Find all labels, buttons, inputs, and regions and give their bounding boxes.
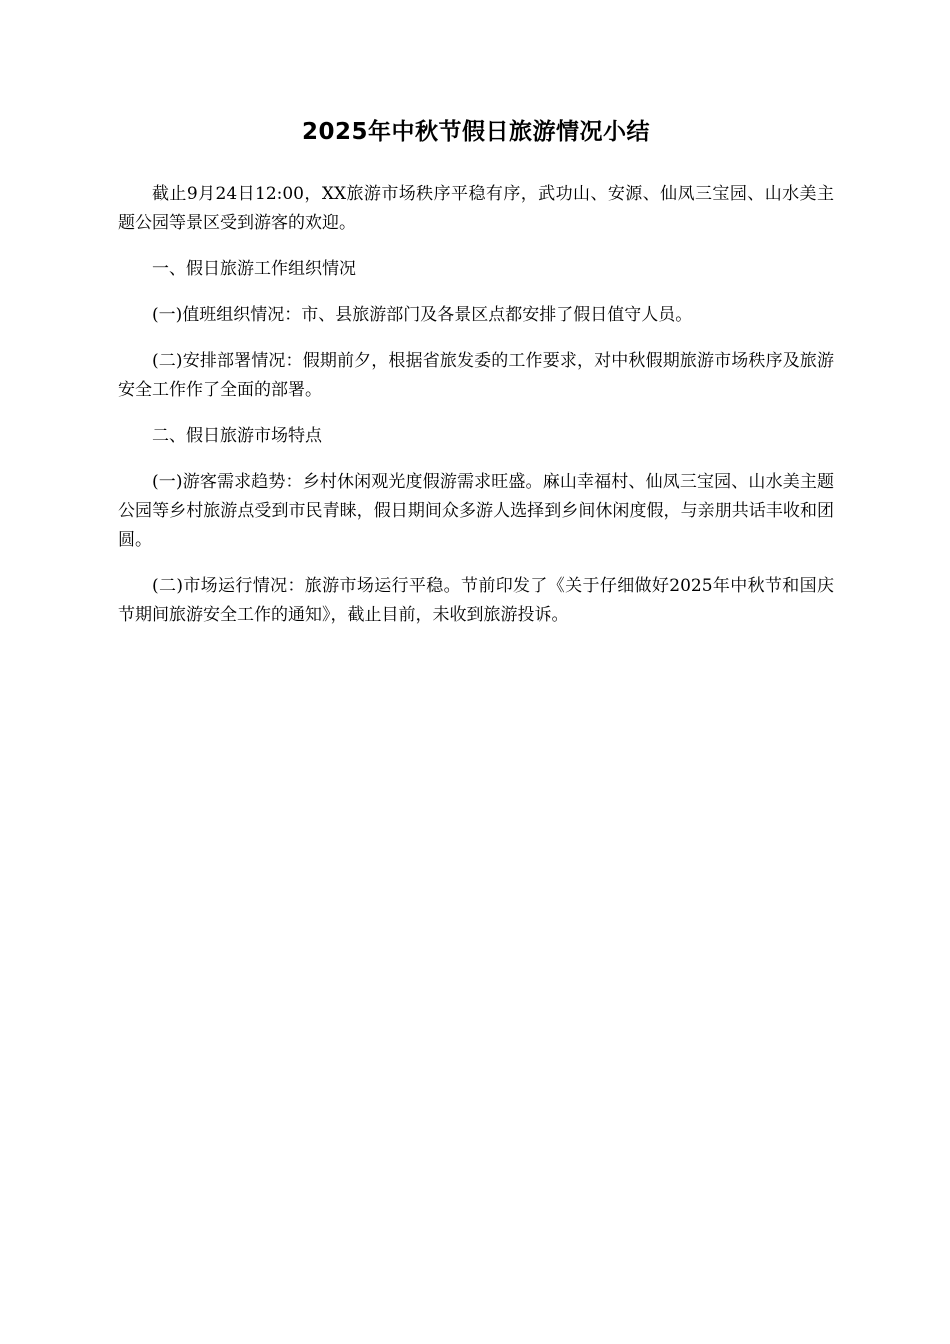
paragraph-deployment: (二)安排部署情况：假期前夕，根据省旅发委的工作要求，对中秋假期旅游市场秩序及旅游安全工作作了全面的部署。 [118, 351, 834, 400]
paragraph-visitor-demand: (一)游客需求趋势：乡村休闲观光度假游需求旺盛。麻山幸福村、仙凤三宝园、山水美主题公园等乡村旅游点受到市民青睐，假日期间众多游人选择到乡间休闲度假，与亲朋共话丰收和团圆。 [118, 472, 834, 550]
section-heading-organization: 一、假日旅游工作组织情况 [152, 259, 356, 279]
paragraph-market-operation: (二)市场运行情况：旅游市场运行平稳。节前印发了《关于仔细做好2025年中秋节和国庆节期间旅游安全工作的通知》，截止目前，未收到旅游投诉。 [118, 576, 834, 625]
document-body [118, 112, 834, 647]
section-heading-market: 二、假日旅游市场特点 [152, 426, 322, 446]
intro-paragraph: 截止9月24日12:00，XX旅游市场秩序平稳有序，武功山、安源、仙凤三宝园、山水美主题公园等景区受到游客的欢迎。 [118, 184, 834, 233]
document-title: 2025年中秋节假日旅游情况小结 [301, 119, 650, 145]
paragraph-duty-organization: (一)值班组织情况：市、县旅游部门及各景区点都安排了假日值守人员。 [152, 305, 693, 325]
